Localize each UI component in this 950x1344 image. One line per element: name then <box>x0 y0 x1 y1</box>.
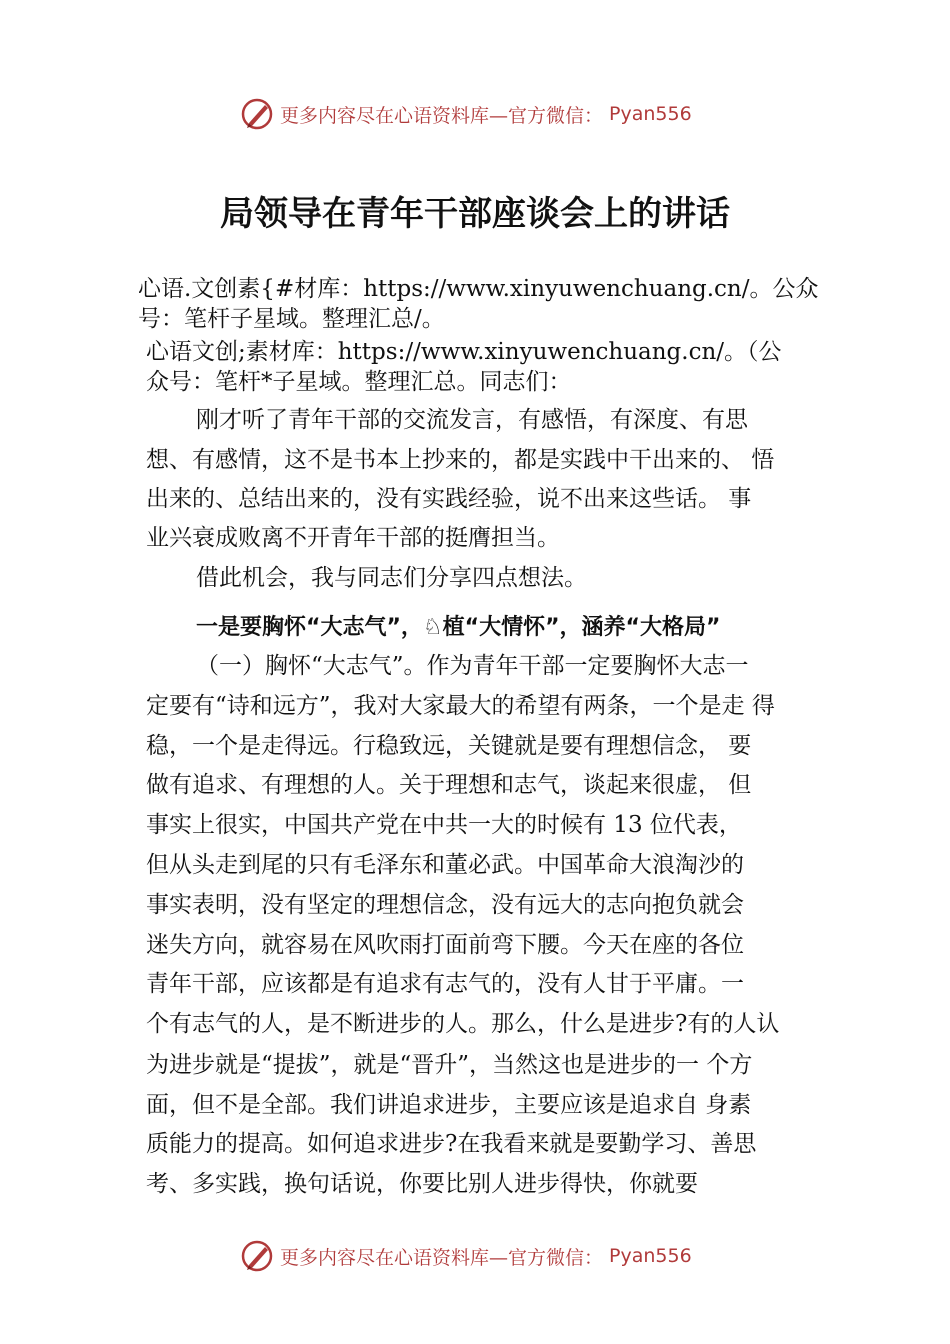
header-banner <box>0 94 950 134</box>
footer-banner <box>0 1236 950 1276</box>
body-line: 号：笔杆子星域。整理汇总/。 <box>138 306 445 332</box>
body-line: （一）胸怀“大志气”。作为青年干部一定要胸怀大志一 <box>196 653 749 679</box>
section-heading: 一是要胸怀“大志气”，♘植“大情怀”，涵养“大格局” <box>196 615 721 640</box>
footer-banner-text: 更多内容尽在心语资料库—官方微信： <box>280 1246 604 1269</box>
body-line: 为进步就是“提拔”，就是“晋升”，当然这也是进步的一 个方 <box>146 1052 753 1078</box>
body-line: 个有志气的人，是不断进步的人。那么，什么是进步?有的人认 <box>146 1011 780 1037</box>
document-title: 局领导在青年干部座谈会上的讲话 <box>220 194 730 234</box>
footer-wechat-id: Pyan556 <box>609 1245 692 1267</box>
body-line: 青年干部，应该都是有追求有志气的，没有人甘于平庸。一 <box>146 971 744 997</box>
header-wechat-id: Pyan556 <box>609 103 692 125</box>
body-line: 质能力的提高。如何追求进步?在我看来就是要勤学习、善思 <box>146 1131 757 1157</box>
body-line: 心语.文创素{#材库：https://www.xinyuwenchuang.cn/。公众 <box>138 276 819 302</box>
body-line: 出来的、总结出来的，没有实践经验，说不出来这些话。 事 <box>146 486 752 512</box>
body-line: 众号：笔杆*子星域。整理汇总。同志们： <box>146 369 572 395</box>
pen-logo-icon <box>240 1239 274 1273</box>
body-line: 迷失方向，就容易在风吹雨打面前弯下腰。今天在座的各位 <box>146 932 744 958</box>
body-line: 事实表明，没有坚定的理想信念，没有远大的志向抱负就会 <box>146 892 744 918</box>
body-line: 借此机会，我与同志们分享四点想法。 <box>196 565 587 591</box>
body-line: 事实上很实，中国共产党在中共一大的时候有 13 位代表， <box>146 812 742 838</box>
body-line: 刚才听了青年干部的交流发言，有感悟，有深度、有思 <box>196 407 748 433</box>
header-banner-text: 更多内容尽在心语资料库—官方微信： <box>280 104 604 127</box>
body-line: 业兴衰成败离不开青年干部的挺膺担当。 <box>146 525 560 551</box>
body-line: 面，但不是全部。我们讲追求进步，主要应该是追求自 身素 <box>146 1092 752 1118</box>
pen-logo-icon <box>240 97 274 131</box>
body-line: 心语文创;素材库：https://www.xinyuwenchuang.cn/。（公 <box>146 339 782 365</box>
body-line: 考、多实践，换句话说，你要比别人进步得快，你就要 <box>146 1171 698 1197</box>
body-line: 想、有感情，这不是书本上抄来的，都是实践中干出来的、 悟 <box>146 447 775 473</box>
body-line: 定要有“诗和远方”，我对大家最大的希望有两条，一个是走 得 <box>146 693 775 719</box>
body-line: 但从头走到尾的只有毛泽东和董必武。中国革命大浪淘沙的 <box>146 852 744 878</box>
body-line: 做有追求、有理想的人。关于理想和志气，谈起来很虚， 但 <box>146 772 752 798</box>
body-line: 稳，一个是走得远。行稳致远，关键就是要有理想信念， 要 <box>146 733 752 759</box>
